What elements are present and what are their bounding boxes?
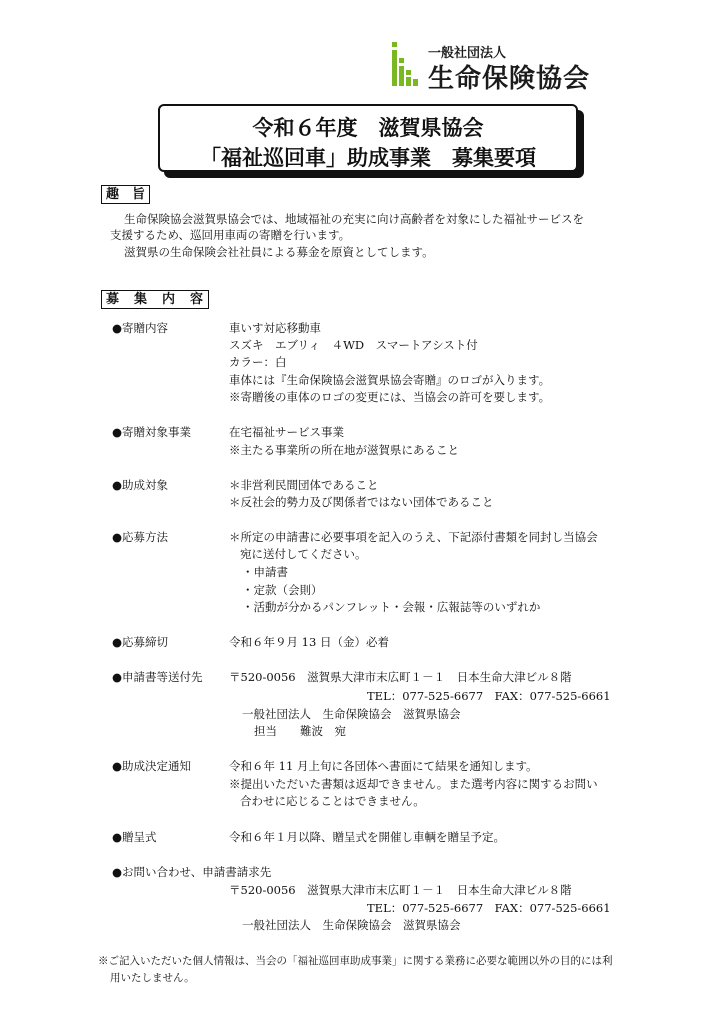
item-value-line: 合わせに応じることはできません。 <box>240 794 425 808</box>
privacy-footnote-line-2: 用いたしません。 <box>110 972 195 984</box>
item-value-line: 一般社団法人 生命保険協会 滋賀県協会 <box>242 707 461 721</box>
logo-mark-icon <box>392 42 418 86</box>
item-label-application-method: ● 応募方法 <box>112 529 168 545</box>
item-value-line: 〒520-0056 滋賀県大津市末広町１－１ 日本生命大津ビル８階 <box>229 883 572 897</box>
item-label-deadline: ● 応募締切 <box>112 634 168 650</box>
item-value-line: ＊非営利民間団体であること <box>229 478 379 492</box>
item-label-target-business: ● 寄贈対象事業 <box>112 424 191 440</box>
item-value-line: 一般社団法人 生命保険協会 滋賀県協会 <box>242 918 461 932</box>
purpose-paragraph-2: 支援するため、巡回用車両の寄贈を行います。 <box>110 228 351 242</box>
title-box <box>158 104 578 172</box>
item-value-line: カラー：白 <box>229 355 287 369</box>
item-value-line: 令和６年 11 月上旬に各団体へ書面にて結果を通知します。 <box>229 759 538 773</box>
item-value-line: TEL：077-525-6677 FAX：077-525-6661 <box>367 901 611 915</box>
contents-heading: 募 集 内 容 <box>101 290 209 309</box>
item-value-line: 車体には『生命保険協会滋賀県協会寄贈』のロゴが入ります。 <box>229 373 551 387</box>
item-value-line: ・定款（会則） <box>242 583 323 597</box>
item-label-eligibility: ● 助成対象 <box>112 477 168 493</box>
item-value-line: 車いす対応移動車 <box>229 321 321 335</box>
item-value-line: 〒520-0056 滋賀県大津市末広町１－１ 日本生命大津ビル８階 <box>229 670 572 684</box>
title-line-2: 「福祉巡回車」助成事業 募集要項 <box>200 145 536 170</box>
item-value-line: ・申請書 <box>242 565 288 579</box>
item-value-line: ※提出いただいた書類は返却できません。また選考内容に関するお問い <box>229 777 598 791</box>
title-line-1: 令和６年度 滋賀県協会 <box>252 115 484 140</box>
item-value-line: ※寄贈後の車体のロゴの変更には、当協会の許可を要します。 <box>229 390 551 404</box>
item-value-line: 担当 難波 宛 <box>254 724 346 738</box>
purpose-paragraph-1: 生命保険協会滋賀県協会では、地域福祉の充実に向け高齢者を対象にした福祉サービスを <box>124 212 584 226</box>
item-value-line: 令和６年９月 13 日（金）必着 <box>229 635 389 649</box>
item-label-ceremony: ● 贈呈式 <box>112 829 157 845</box>
item-value-line: 在宅福祉サービス事業 <box>229 425 344 439</box>
item-label-inquiry: ● お問い合わせ、申請書請求先 <box>112 864 271 880</box>
item-value-line: ＊反社会的勢力及び関係者ではない団体であること <box>229 495 494 509</box>
item-label-send-address: ● 申請書等送付先 <box>112 669 203 685</box>
item-value-line: ・活動が分かるパンフレット・会報・広報誌等のいずれか <box>242 600 541 614</box>
privacy-footnote-line-1: ※ご記入いただいた個人情報は、当会の「福祉巡回車助成事業」に関する業務に必要な範囲以外の目的には利 <box>98 955 613 967</box>
item-value-line: 宛に送付してください。 <box>240 547 367 561</box>
item-value-line: スズキ エブリィ ４WD スマートアシスト付 <box>229 338 478 352</box>
item-value-line: ＊所定の申請書に必要事項を記入のうえ、下記添付書類を同封し当協会 <box>229 530 598 544</box>
item-value-line: 令和６年１月以降、贈呈式を開催し車輌を贈呈予定。 <box>229 830 505 844</box>
purpose-heading: 趣 旨 <box>101 185 150 204</box>
purpose-paragraph-3: 滋賀県の生命保険会社社員による募金を原資としてします。 <box>124 245 434 259</box>
item-value-line: ※主たる事業所の所在地が滋賀県にあること <box>229 443 459 457</box>
item-value-line: TEL：077-525-6677 FAX：077-525-6661 <box>367 689 611 703</box>
item-label-decision-notice: ● 助成決定通知 <box>112 758 191 774</box>
logo-small-text: 一般社団法人 <box>428 46 507 61</box>
item-label-donation: ● 寄贈内容 <box>112 320 168 336</box>
organization-logo <box>392 42 622 94</box>
logo-big-text: 生命保険協会 <box>428 64 591 94</box>
